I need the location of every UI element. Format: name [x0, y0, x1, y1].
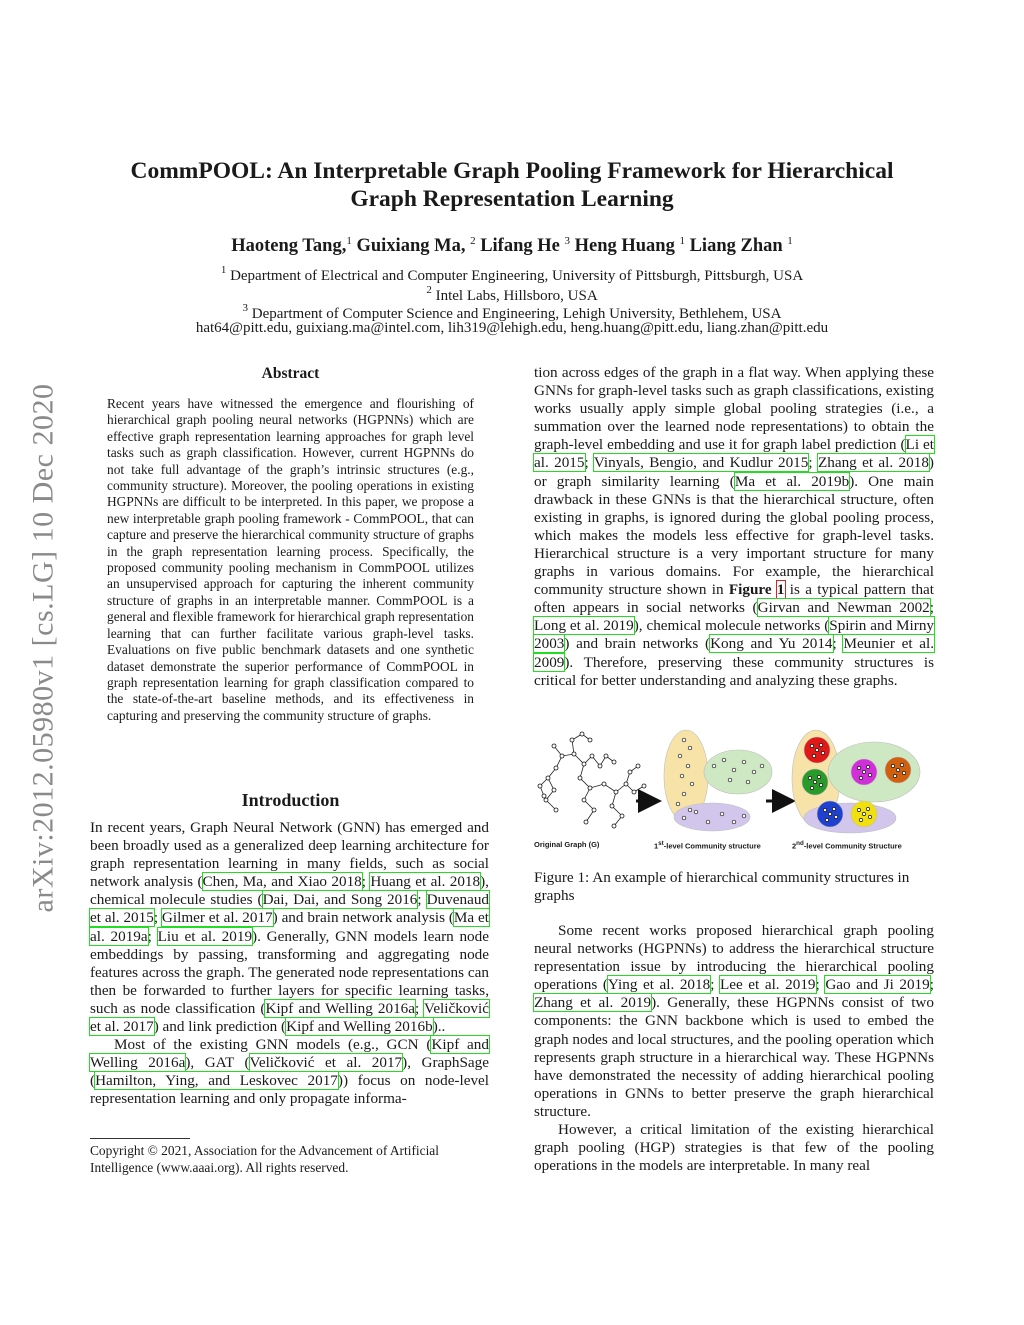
affiliation-sup: 3	[242, 302, 248, 314]
text: ;	[415, 999, 425, 1017]
graph-node	[676, 802, 680, 806]
citation-link[interactable]: Zhang et al. 2019	[534, 994, 652, 1012]
author: Guixiang Ma,	[356, 236, 466, 256]
citation-link[interactable]: Ying et al. 2018	[607, 976, 711, 994]
graph-node	[728, 778, 732, 782]
graph-node	[815, 748, 818, 751]
text: nd	[796, 840, 804, 847]
graph-node	[893, 774, 896, 777]
text: 1	[654, 841, 659, 851]
graph-node	[578, 776, 582, 780]
graph-node	[552, 788, 556, 792]
introduction-heading: Introduction	[241, 790, 340, 810]
graph-node	[900, 763, 903, 766]
graph-node	[819, 743, 822, 746]
graph-node	[859, 776, 862, 779]
label-first-level	[654, 840, 761, 851]
citation-link[interactable]: Kipf and Welling 2016b	[286, 1018, 433, 1036]
author: Haoteng Tang,	[231, 236, 347, 256]
graph-node	[891, 764, 894, 767]
graph-node	[694, 810, 698, 814]
author-sup: 3	[564, 235, 570, 247]
citation-link[interactable]: Kipf and Welling 2016a	[265, 999, 416, 1017]
graph-node	[896, 768, 899, 771]
text: tion across edges of the graph in a flat way. When applying these GNNs for graph-level tasks such as graph classifications, existing works usually apply simple global pooling strategies (i.e., a summation over the learned node representations) to obtain the graph-level embedding and use it for graph label prediction (	[534, 364, 934, 454]
text: ). Generally, GNN models learn node embeddings by passing, transforming and aggregating node features across the graph. The generated node representations can then be forwarded to further layers for specific learning tasks, such as node classification (	[90, 927, 489, 1017]
graph-node	[582, 762, 586, 766]
right-paragraph-1	[534, 364, 934, 690]
graph-node	[862, 812, 865, 815]
text: ). Therefore, preserving these community structures is critical for better understanding and analyzing these graphs.	[534, 653, 934, 689]
text: ;	[147, 927, 158, 945]
affiliation-text: Department of Electrical and Computer Engineering, University of Pittsburgh, Pittsburgh, USA	[230, 268, 804, 284]
graph-node	[720, 812, 724, 816]
figure-1-graphic	[534, 726, 934, 838]
graph-node	[742, 814, 746, 818]
graph-node	[588, 786, 592, 790]
graph-node	[560, 754, 564, 758]
paper-title	[100, 157, 924, 213]
graph-node	[580, 732, 584, 736]
graph-node	[572, 752, 576, 756]
graph-node	[857, 766, 860, 769]
author: Liang Zhan	[689, 236, 783, 256]
copyright-footnote: Copyright © 2021, Association for the Advancement of Artificial Intelligence (www.aaai.org). All rights reserved.	[90, 1143, 439, 1175]
graph-node	[819, 783, 822, 786]
graph-node	[546, 776, 550, 780]
citation-link[interactable]: Zhang et al. 2018	[817, 454, 929, 472]
graph-node	[612, 760, 616, 764]
graph-node	[614, 790, 618, 794]
text: ;	[417, 891, 427, 909]
citation-link[interactable]: Kipf and Welling 2016a	[90, 1036, 489, 1072]
right-paragraph-3: However, a critical limitation of the existing hierarchical graph pooling (HGP) strategies is that few of the pooling operations in the models are interpretable. In many real	[534, 1121, 934, 1175]
graph-node	[538, 784, 542, 788]
graph-node	[866, 765, 869, 768]
graph-node	[832, 807, 835, 810]
graph-node	[636, 764, 640, 768]
affiliation-sup: 1	[220, 264, 227, 276]
author-emails: hat64@pitt.edu, guixiang.ma@intel.com, lih319@lehigh.edu, heng.huang@pitt.edu, liang.zhan@pitt.edu	[195, 320, 829, 336]
text: ). Generally, these HGPNNs consist of two components: the GNN backbone which is used to embed the graph nodes and local structures, and the pooling operation which represents graph structure in a hierarchical way. These HGPNNs have demonstrated the necessity of adding hierarchical pooling operations in GNNs to better preserve the graph hierarchical structure.	[534, 994, 934, 1120]
graph-node	[632, 790, 636, 794]
author-sup: 1	[787, 235, 793, 247]
text: In recent years, Graph Neural Network (GNN) has emerged and been broadly used as a generalized deep learning architecture for graph representation learning in many fields, such as social network analysis (	[90, 819, 489, 891]
affiliation-text: Department of Computer Science and Engineering, Lehigh University, Bethlehem, USA	[251, 306, 782, 322]
graph-node	[722, 758, 726, 762]
graph-node	[612, 824, 616, 828]
graph-node	[732, 820, 736, 824]
graph-node	[823, 808, 826, 811]
citation-link[interactable]: Duvenaud et al. 2015	[90, 891, 490, 927]
graph-node	[624, 782, 628, 786]
citation-link[interactable]: Kong and Yu 2014	[710, 635, 833, 653]
citation-link[interactable]: Long et al. 2019	[534, 617, 634, 635]
citation-link[interactable]: Veličković et al. 2017	[249, 1054, 403, 1072]
graph-node	[610, 804, 614, 808]
text: Some recent works proposed hierarchical graph pooling neural networks (HGPNNs) to address the hierarchical structure representation issue by introducing the hierarchical pooling operations (	[534, 922, 934, 994]
citation-link[interactable]: Chen, Ma, and Xiao 2018	[202, 873, 362, 891]
graph-node	[544, 798, 548, 802]
community-green	[704, 750, 772, 794]
citation-link[interactable]: Lee et al. 2019	[719, 976, 816, 994]
text: ;	[584, 454, 594, 472]
text: ;	[929, 976, 934, 994]
text: ;	[808, 454, 818, 472]
text: )..	[432, 1018, 446, 1036]
citation-link[interactable]: Liu et al. 2019	[157, 927, 253, 945]
graph-node	[808, 776, 811, 779]
graph-node	[862, 770, 865, 773]
graph-node	[542, 794, 546, 798]
citation-link[interactable]: Ma et al. 2019a	[90, 909, 489, 945]
citation-link[interactable]: Spirin and Mirny 2003	[534, 617, 935, 653]
graph-node	[592, 808, 596, 812]
affiliation	[100, 264, 924, 285]
graph-node	[859, 818, 862, 821]
graph-node	[678, 754, 682, 758]
title-line-1: CommPOOL: An Interpretable Graph Pooling Framework for Hierarchical	[130, 158, 894, 184]
graph-node	[810, 744, 813, 747]
affiliation-sup: 2	[426, 284, 432, 296]
graph-node	[828, 812, 831, 815]
graph-node	[706, 820, 710, 824]
figure-1-caption: Figure 1: An example of hierarchical community structures in graphs	[534, 869, 910, 905]
figure-word: Figure	[728, 581, 777, 599]
graph-node	[834, 815, 837, 818]
graph-node	[680, 774, 684, 778]
text: ;	[153, 909, 162, 927]
graph-node	[690, 782, 694, 786]
graph-node	[742, 760, 746, 764]
text: ), chemical molecule networks (	[633, 617, 830, 635]
text: ;	[710, 976, 720, 994]
citation-link[interactable]: Gao and Ji 2019	[825, 976, 930, 994]
graph-node	[628, 770, 632, 774]
author-list	[100, 235, 924, 257]
label-second-level	[792, 840, 902, 851]
citation-link[interactable]: Gilmer et al. 2017	[161, 909, 273, 927]
text: ;	[815, 976, 826, 994]
citation-link[interactable]: Ma et al. 2019b	[734, 472, 850, 490]
graph-node	[688, 746, 692, 750]
intro-paragraph-2	[90, 1036, 489, 1108]
text: ) and brain network analysis (	[272, 909, 454, 927]
graph-node	[712, 764, 716, 768]
text: -level Community Structure	[803, 841, 902, 851]
text: ) or graph similarity learning (	[534, 454, 934, 490]
citation-link[interactable]: Veličković et al. 2017	[90, 999, 489, 1036]
figure-1	[534, 726, 934, 856]
graph-node	[590, 754, 594, 758]
graph-node	[682, 816, 686, 820]
graph-node	[812, 754, 815, 757]
right-column-bottom	[534, 922, 934, 1175]
graph-node	[642, 784, 646, 788]
citation-link[interactable]: Vinyals, Bengio, and Kudlur 2015	[593, 454, 809, 472]
graph-node	[817, 775, 820, 778]
affiliation-text: Intel Labs, Hillsboro, USA	[435, 288, 598, 304]
right-column-top	[534, 364, 934, 690]
graph-node	[857, 808, 860, 811]
text: ;	[361, 873, 371, 891]
text: ;	[929, 599, 934, 617]
text: ), GAT (	[185, 1054, 250, 1072]
graph-node	[582, 798, 586, 802]
author: Heng Huang	[574, 236, 675, 256]
graph-node	[825, 818, 828, 821]
citation-link[interactable]: Girvan and Newman 2002	[757, 599, 930, 617]
text: ;	[832, 635, 844, 653]
graph-node	[752, 770, 756, 774]
graph-node	[760, 764, 764, 768]
citation-link[interactable]: Huang et al. 2018	[370, 873, 481, 891]
text: st	[658, 840, 664, 847]
abstract-heading: Abstract	[261, 365, 320, 382]
label-original-graph: Original Graph (G)	[534, 840, 600, 849]
author-sup: 1	[679, 235, 685, 247]
text: ), chemical molecule studies (	[90, 873, 489, 909]
text: ). One main drawback in these GNNs is that the hierarchical structure, often existing in graphs, is ignored during the global pooling process, which makes the models less effective for graph-level tasks. Hierarchical structure is a very important structure for many graphs in various domains. For example, the hierarchical community structure shown in	[534, 472, 934, 599]
graph-node	[868, 815, 871, 818]
graph-node	[902, 771, 905, 774]
abstract-body: Recent years have witnessed the emergence and flourishing of hierarchical graph pooling neural networks (HGPNNs) which are effective graph representation learning approaches for graph level tasks such as graph classification. However, current HGPNNs do not take full advantage of the graph’s intrinsic structures (e.g., community structure). Moreover, the pooling operations in existing HGPNNs are difficult to be interpreted. In this paper, we propose a new interpretable graph pooling framework - CommPOOL, that can capture and preserve the hierarchical community structure of graphs in the graph representation learning process. Specifically, the proposed community pooling mechanism in CommPOOL utilizes an unsupervised approach for capturing the inherent community structure of graphs in an interpretable manner. CommPOOL is a general and flexible framework for hierarchical graph representation learning that can further facilitate various graph-level tasks. Evaluations on five public benchmark datasets and one synthetic dataset demonstrate the superior performance of CommPOOL in graph representation learning for graph classification compared to the state-of-the-art baseline methods, and its effectiveness in capturing and preserving the community structure of graphs.	[107, 396, 474, 723]
graph-node	[810, 786, 813, 789]
graph-node	[598, 764, 602, 768]
text: ), GraphSage (	[90, 1054, 489, 1090]
text: Most of the existing GNN models (e.g., GCN (	[114, 1036, 432, 1054]
right-paragraph-2	[534, 922, 934, 1121]
graph-node	[686, 764, 690, 768]
graph-node	[746, 780, 750, 784]
graph-node	[732, 768, 736, 772]
graph-node	[588, 738, 592, 742]
author: Lifang He	[480, 236, 560, 256]
graph-node	[813, 780, 816, 783]
citation-link[interactable]: Li et al. 2015	[534, 436, 934, 472]
figure-link[interactable]: 1	[776, 581, 785, 599]
graph-node	[554, 766, 558, 770]
citation-link[interactable]: Dai, Dai, and Song 2016	[262, 891, 418, 909]
graph-node	[821, 751, 824, 754]
graph-node	[584, 820, 588, 824]
graph-node	[868, 773, 871, 776]
graph-node	[604, 754, 608, 758]
text: ) and link prediction (	[153, 1018, 287, 1036]
graph-node	[682, 792, 686, 796]
graph-node	[570, 738, 574, 742]
arxiv-stamp	[24, 345, 62, 950]
footnote-divider	[90, 1138, 190, 1139]
graph-node	[620, 814, 624, 818]
citation-link[interactable]: Hamilton, Ying, and Leskovec 2017	[95, 1072, 338, 1090]
text: 2	[792, 841, 797, 851]
text: ) and brain networks (	[564, 635, 711, 653]
graph-node	[554, 808, 558, 812]
graph-node	[688, 808, 692, 812]
citation-link[interactable]: Meunier et al. 2009	[534, 635, 934, 671]
text: )) focus on node-level representation learning and only propagate informa-	[90, 1072, 490, 1108]
author-sup: 2	[470, 235, 476, 247]
arxiv-stamp-text: arXiv:2012.05980v1 [cs.LG] 10 Dec 2020	[26, 383, 59, 912]
title-line-2: Graph Representation Learning	[350, 186, 674, 212]
graph-node	[866, 807, 869, 810]
graph-node	[682, 738, 686, 742]
left-column-body	[90, 819, 489, 1109]
graph-node	[602, 782, 606, 786]
text: -level Community structure	[663, 841, 761, 851]
intro-paragraph-1	[90, 819, 489, 1036]
text: is a typical pattern that often appears in social networks (	[534, 581, 935, 617]
graph-node	[552, 744, 556, 748]
author-sup: 1	[346, 235, 352, 247]
